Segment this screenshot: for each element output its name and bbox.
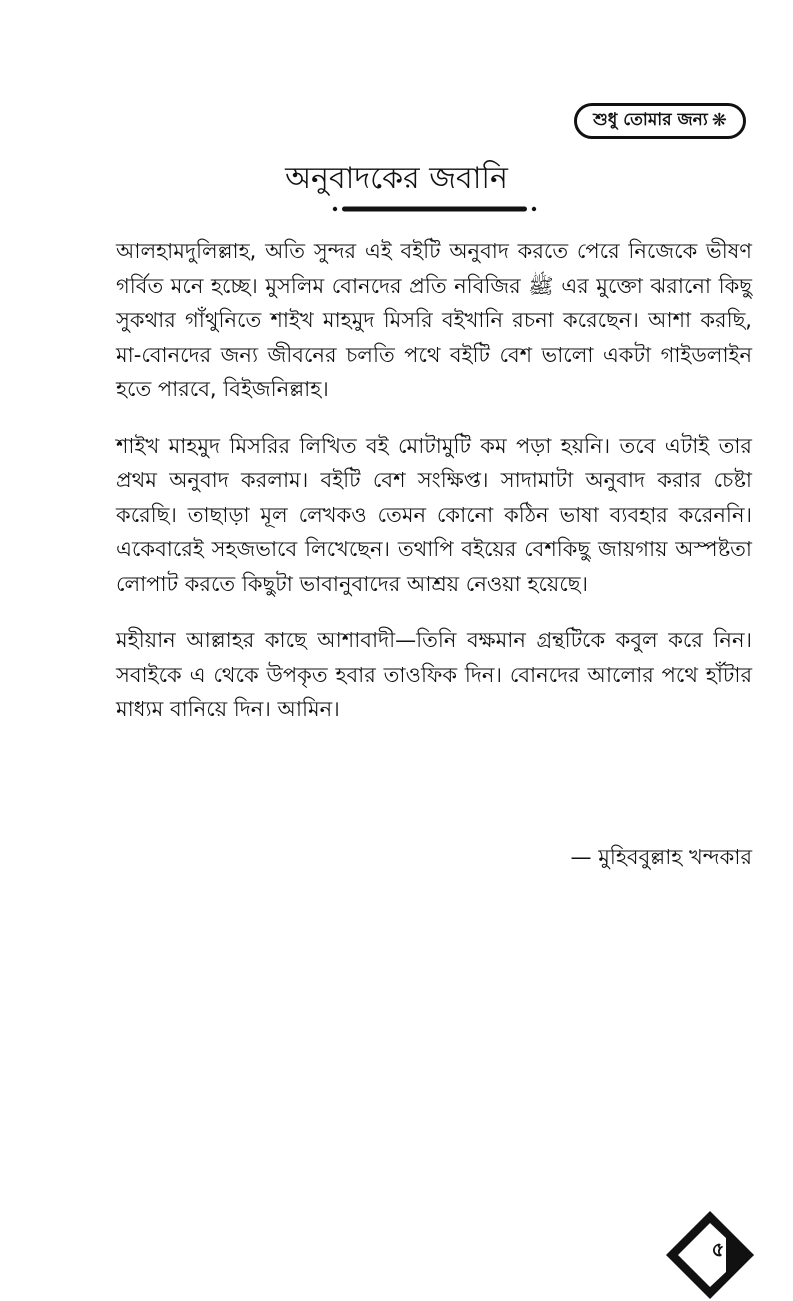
main-content	[116, 234, 752, 749]
title-underline-ornament	[332, 205, 537, 213]
header-badge	[574, 103, 746, 139]
translator-signature: — মুহিববুল্লাহ খন্দকার	[570, 845, 752, 869]
star-icon: ❋	[711, 110, 727, 131]
paragraph-3: মহীয়ান আল্লাহর কাছে আশাবাদী—তিনি বক্ষমান গ্রন্থটিকে কবুল করে নিন। সবাইকে এ থেকে উপকৃত হবার তাওফিক দিন। বোনদের আলোর পথে হাঁটার মাধ্যম বানিয়ে দিন। আমিন।	[116, 628, 752, 721]
page-title: অনুবাদকের জবানি	[285, 161, 508, 196]
page-number: ৫	[711, 1237, 725, 1261]
paragraph-1: আলহামদুলিল্লাহ, অতি সুন্দর এই বইটি অনুবাদ করতে পেরে নিজেকে ভীষণ গর্বিত মনে হচ্ছে। মুসলিম বোনদের প্রতি নবিজির ﷺ এর মুক্তো ঝরানো কিছু সুকথার গাঁথুনিতে শাইখ মাহমুদ মিসরি বইখানি রচনা করেছেন। আশা করছি, মা-বোনদের জন্য জীবনের চলতি পথে বইটি বেশ ভালো একটা গাইডলাইন হতে পারবে, বিইজনিল্লাহ।	[116, 239, 752, 401]
header-badge-text: শুধু তোমার জন্য	[593, 110, 708, 130]
paragraph-2: শাইখ মাহমুদ মিসরির লিখিত বই মোটামুটি কম পড়া হয়নি। তবে এটাই তার প্রথম অনুবাদ করলাম। বইটি বেশ সংক্ষিপ্ত। সাদামাটা অনুবাদ করার চেষ্টা করেছি। তাছাড়া মূল লেখকও তেমন কোনো কঠিন ভাষা ব্যবহার করেননি। একেবারেই সহজভাবে লিখেছেন। তথাপি বইয়ের বেশকিছু জায়গায় অস্পষ্টতা লোপাট করতে কিছুটা ভাবানুবাদের আশ্রয় নেওয়া হয়েছে।	[116, 433, 752, 596]
